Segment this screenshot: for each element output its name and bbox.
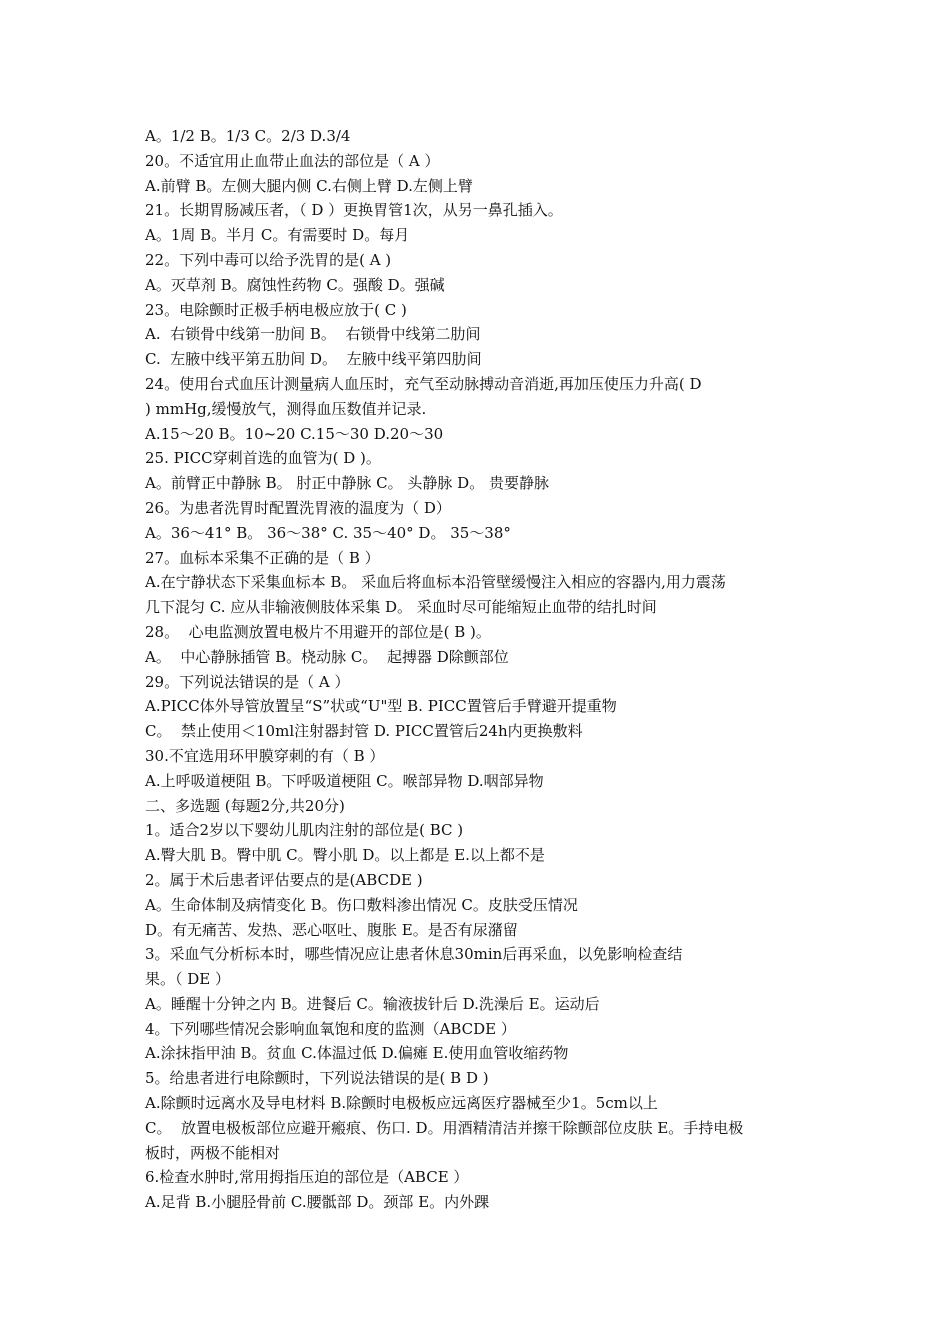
text-line: 果。（ DE ）	[145, 970, 231, 989]
text-line: A.在宁静状态下采集血标本 B。 采血后将血标本沿管壁缓慢注入相应的容器内,用力震荡	[145, 573, 726, 592]
text-line: 26。为患者洗胃时配置洗胃液的温度为（ D）	[145, 498, 451, 517]
text-line: A。生命体制及病情变化 B。伤口敷料渗出情况 C。皮肤受压情况	[145, 895, 578, 914]
text-line: 2。属于术后患者评估要点的是(ABCDE )	[145, 870, 423, 889]
text-line: A.上呼吸道梗阻 B。下呼吸道梗阻 C。喉部异物 D.咽部异物	[145, 771, 544, 790]
text-line: A。睡醒十分钟之内 B。进餐后 C。输液拔针后 D.洗澡后 E。运动后	[145, 994, 600, 1013]
text-line: 20。不适宜用止血带止血法的部位是（ A ）	[145, 151, 440, 170]
text-line: D。有无痛苦、发热、恶心呕吐、腹胀 E。是否有尿潴留	[145, 920, 518, 939]
text-line: A.臀大肌 B。臀中肌 C。臀小肌 D。以上都是 E.以上都不是	[145, 846, 545, 865]
text-line: A。灭草剂 B。腐蚀性药物 C。强酸 D。强碱	[145, 275, 445, 294]
text-line: 29。下列说法错误的是（ A ）	[145, 672, 350, 691]
text-line: A.涂抹指甲油 B。贫血 C.体温过低 D.偏瘫 E.使用血管收缩药物	[145, 1044, 569, 1063]
text-line: 二、多选题 (每题2分,共20分)	[145, 796, 345, 815]
text-line: 21。长期胃肠减压者，（ D ）更换胃管1次，从另一鼻孔插入。	[145, 201, 563, 220]
text-line: C. 左腋中线平第五肋间 D。 左腋中线平第四肋间	[145, 350, 482, 369]
text-line: 板时，两极不能相对	[145, 1143, 281, 1162]
text-line: 1。适合2岁以下婴幼儿肌肉注射的部位是( BC )	[145, 821, 464, 840]
text-line: 5。给患者进行电除颤时，下列说法错误的是( B D )	[145, 1069, 489, 1088]
text-line: 24。使用台式血压计测量病人血压时，充气至动脉搏动音消逝,再加压使压力升高( D	[145, 374, 702, 393]
text-line: 几下混匀 C. 应从非输液侧肢体采集 D。 采血时尽可能缩短止血带的结扎时间	[145, 598, 657, 617]
text-line: A.除颤时远离水及导电材料 B.除颤时电极板应远离医疗器械至少1。5cm以上	[145, 1094, 658, 1113]
text-line: 3。采血气分析标本时，哪些情况应让患者休息30min后再采血，以免影响检查结	[145, 945, 683, 964]
text-line: A。1/2 B。1/3 C。2/3 D.3/4	[145, 127, 351, 145]
text-line: 25. PICC穿刺首选的血管为( D )。	[145, 449, 381, 468]
text-line: C。 禁止使用＜10ml注射器封管 D. PICC置管后24h内更换敷料	[145, 722, 583, 741]
text-line: C。 放置电极板部位应避开瘢痕、伤口. D。用酒精清洁并擦干除颤部位皮肤 E。手持电极	[145, 1118, 744, 1137]
text-line: A.足背 B.小腿胫骨前 C.腰骶部 D。颈部 E。内外踝	[145, 1193, 490, 1212]
text-line: 22。下列中毒可以给予洗胃的是( A )	[145, 250, 392, 269]
text-line: A。36～41° B。 36～38° C. 35～40° D。 35～38°	[145, 523, 511, 542]
text-line: A。1周 B。半月 C。有需要时 D。每月	[145, 226, 410, 245]
text-line: 27。血标本采集不正确的是（ B ）	[145, 548, 380, 567]
text-line: A. 右锁骨中线第一肋间 B。 右锁骨中线第二肋间	[145, 325, 481, 344]
text-line: A.PICC体外导管放置呈“S”状或“U"型 B. PICC置管后手臂避开提重物	[145, 697, 617, 716]
text-line: 30.不宜选用环甲膜穿刺的有（ B ）	[145, 746, 385, 765]
text-line: A.前臂 B。左侧大腿内侧 C.右侧上臂 D.左侧上臂	[145, 176, 473, 195]
text-line: ) mmHg,缓慢放气，测得血压数值并记录.	[145, 399, 427, 418]
document-page	[145, 124, 815, 1215]
text-line: 6.检查水肿时,常用拇指压迫的部位是（ABCE ）	[145, 1168, 469, 1187]
text-line: 4。下列哪些情况会影响血氧饱和度的监测（ABCDE ）	[145, 1019, 516, 1038]
text-line: 23。电除颤时正极手柄电极应放于( C )	[145, 300, 407, 319]
text-line: A。 中心静脉插管 B。桡动脉 C。 起搏器 D除颤部位	[145, 647, 509, 666]
text-line: A.15～20 B。10~20 C.15～30 D.20～30	[145, 424, 444, 443]
text-line: 28。 心电监测放置电极片不用避开的部位是( B )。	[145, 622, 491, 641]
text-line: A。前臂正中静脉 B。 肘正中静脉 C。 头静脉 D。 贵要静脉	[145, 474, 549, 493]
